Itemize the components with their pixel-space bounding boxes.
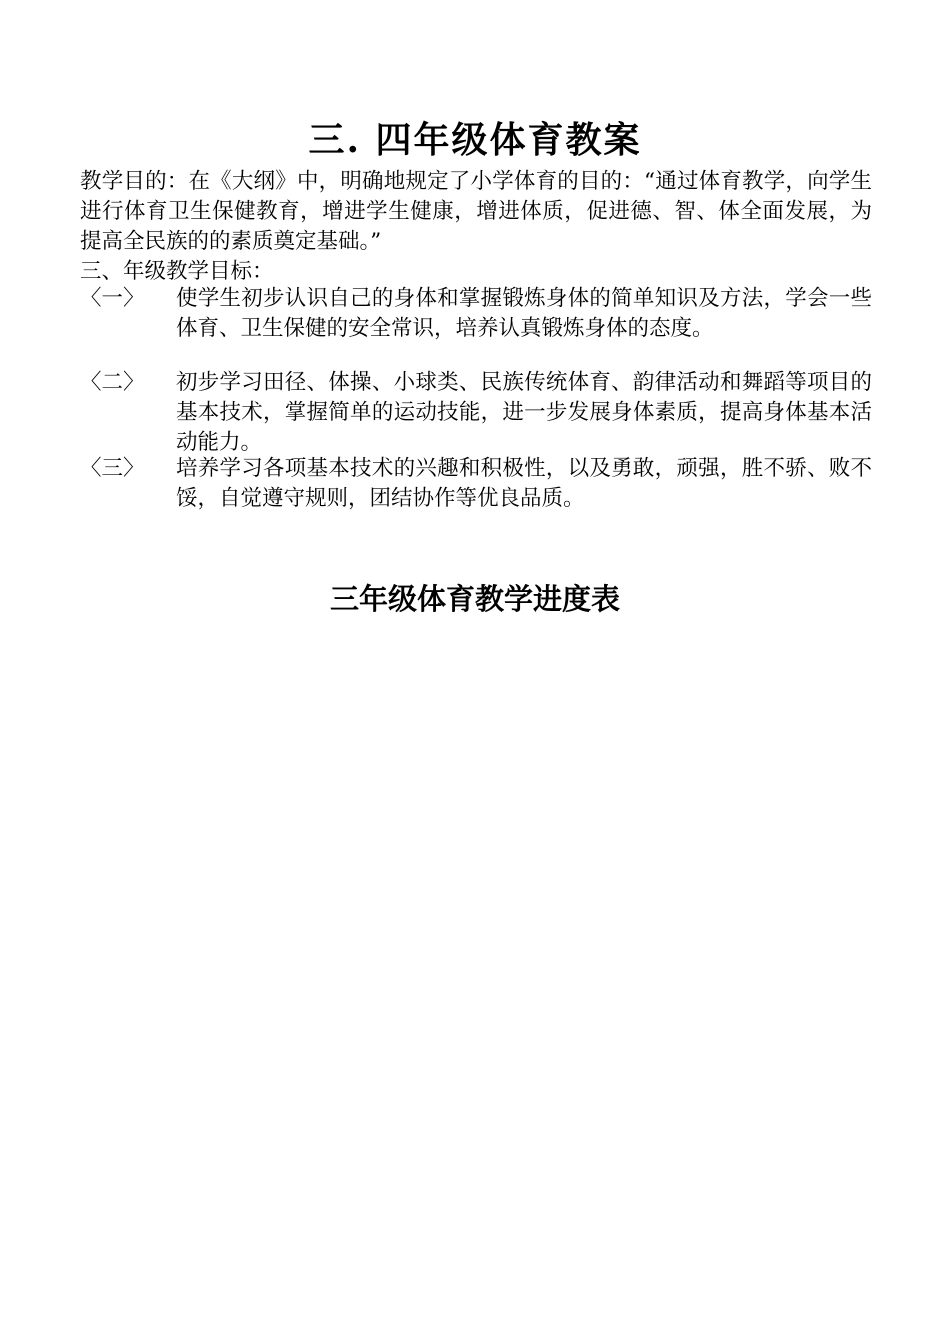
goal-marker-1: 〈一〉 (80, 286, 145, 311)
goal-item-3 (80, 454, 872, 514)
goal-item-1 (80, 284, 872, 344)
goal-item-2 (80, 368, 872, 458)
document-title: 三. 四年级体育教案 (308, 119, 642, 161)
teaching-purpose-paragraph: 教学目的：在《大纲》中，明确地规定了小学体育的目的：“通过体育教学，向学生进行体育卫生保健教育，增进学生健康，增进体质，促进德、智、体全面发展，为提高全民族的的素质奠定基础。” (80, 169, 872, 254)
goal-text-1: 使学生初步认识自己的身体和掌握锻炼身体的简单知识及方法，学会一些体育、卫生保健的安全常识，培养认真锻炼身体的态度。 (176, 286, 872, 341)
schedule-subtitle: 三年级体育教学进度表 (329, 582, 620, 616)
goal-text-3: 培养学习各项基本技术的兴趣和积极性，以及勇敢，顽强，胜不骄、败不馁，自觉遵守规则，团结协作等优良品质。 (176, 456, 872, 511)
goal-marker-3: 〈三〉 (80, 456, 145, 481)
goal-marker-2: 〈二〉 (80, 370, 145, 395)
goals-heading: 三、年级教学目标： (80, 259, 274, 284)
goal-text-2: 初步学习田径、体操、小球类、民族传统体育、韵律活动和舞蹈等项目的基本技术，掌握简单的运动技能，进一步发展身体素质，提高身体基本活动能力。 (176, 370, 872, 455)
